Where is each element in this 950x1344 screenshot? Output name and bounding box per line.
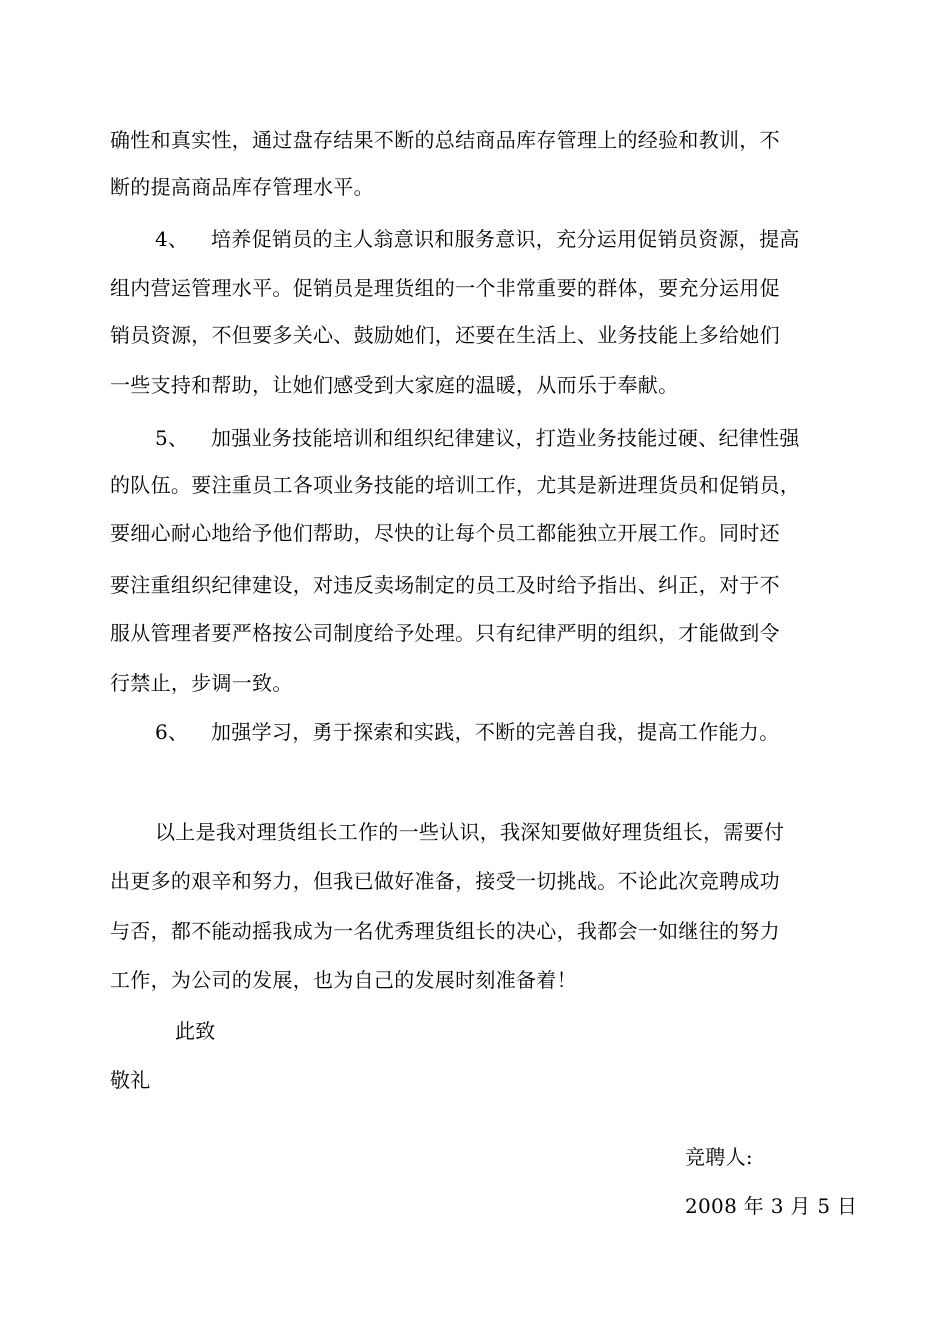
salutation-ci-zhi: 此致 [175, 1019, 216, 1043]
list-item-number: 5、 [155, 426, 189, 450]
signature-label: 竞聘人: [685, 1145, 753, 1169]
list-item-6 [155, 719, 779, 745]
closing-paragraph-line: 以上是我对理货组长工作的一些认识，我深知要做好理货组长，需要付 [155, 820, 785, 844]
text-line: 加强学习，勇于探索和实践，不断的完善自我，提高工作能力。 [211, 720, 780, 744]
text-line: 行禁止，步调一致。 [110, 671, 293, 695]
closing-paragraph-line: 工作，为公司的发展，也为自己的发展时刻准备着！ [110, 968, 577, 992]
text-line: 组内营运管理水平。促销员是理货组的一个非常重要的群体，要充分运用促 [110, 276, 780, 300]
list-item-5 [155, 425, 800, 451]
text-line: 断的提高商品库存管理水平。 [110, 175, 374, 199]
signature-date: 2008 年 3 月 5 日 [685, 1194, 858, 1218]
text-line: 销员资源，不但要多关心、鼓励她们，还要在生活上、业务技能上多给她们 [110, 323, 780, 347]
list-item-number: 4、 [155, 227, 189, 251]
text-line: 一些支持和帮助，让她们感受到大家庭的温暖，从而乐于奉献。 [110, 373, 679, 397]
list-item-4 [155, 226, 800, 252]
closing-paragraph-line: 出更多的艰辛和努力，但我已做好准备，接受一切挑战。不论此次竞聘成功 [110, 869, 780, 893]
closing-paragraph-line: 与否，都不能动摇我成为一名优秀理货组长的决心，我都会一如继往的努力 [110, 919, 780, 943]
salutation-jing-li: 敬礼 [110, 1068, 151, 1092]
text-line: 的队伍。要注重员工各项业务技能的培训工作，尤其是新进理货员和促销员， [110, 473, 801, 497]
text-line: 培养促销员的主人翁意识和服务意识，充分运用促销员资源，提高 [211, 227, 800, 251]
list-item-number: 6、 [155, 720, 189, 744]
text-line: 确性和真实性，通过盘存结果不断的总结商品库存管理上的经验和教训，不 [110, 128, 780, 152]
text-line: 加强业务技能培训和组织纪律建议，打造业务技能过硬、纪律性强 [211, 426, 800, 450]
text-line: 服从管理者要严格按公司制度给予处理。只有纪律严明的组织，才能做到令 [110, 621, 780, 645]
text-line: 要注重组织纪律建设，对违反卖场制定的员工及时给予指出、纠正，对于不 [110, 573, 780, 597]
text-line: 要细心耐心地给予他们帮助，尽快的让每个员工都能独立开展工作。同时还 [110, 521, 780, 545]
